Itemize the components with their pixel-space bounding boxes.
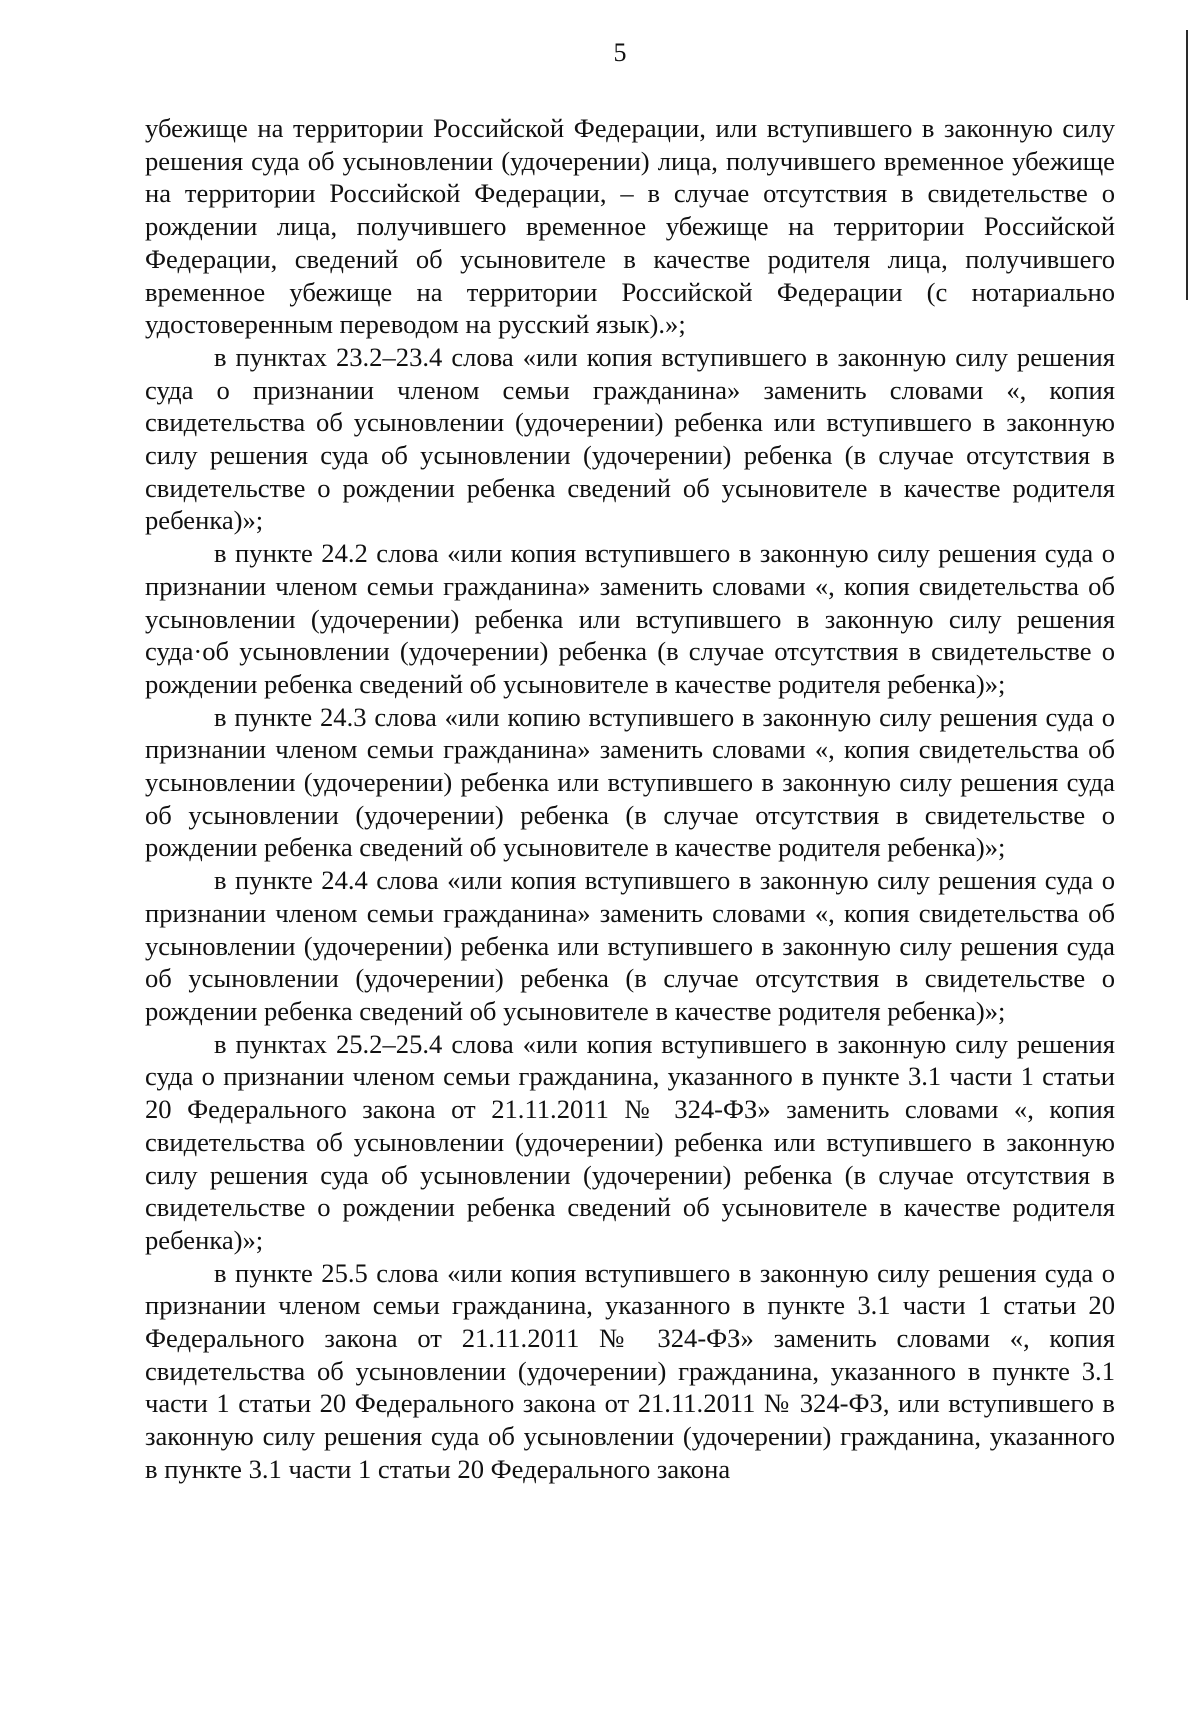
scan-edge-line (1186, 30, 1188, 300)
paragraph-item-24-4: в пункте 24.4 слова «или копия вступившего в законную силу решения суда о признании членом семьи гражданина» заменить словами «, копия свидетельства об усыновлении (удочерении) ребенка или вступившего в законную силу решения суда об усыновлении (удочерении) ребенка (в случае отсутствия в свидетельстве о рождении ребенка сведений об усыновителе в качестве родителя ребенка)»; (145, 865, 1115, 1026)
document-body (145, 112, 1115, 1486)
paragraph-items-25-2-25-4: в пунктах 25.2–25.4 слова «или копия вступившего в законную силу решения суда о признании членом семьи гражданина, указанного в пункте 3.1 части 1 статьи 20 Федерального закона от 21.11.2011 № 324-ФЗ» заменить словами «, копия свидетельства об усыновлении (удочерении) ребенка или вступившего в законную силу решения суда об усыновлении (удочерении) ребенка (в случае отсутствия в свидетельстве о рождении ребенка сведений об усыновителе в качестве родителя ребенка)»; (145, 1028, 1115, 1255)
page-number: 5 (613, 38, 627, 67)
paragraph-item-25-5: в пункте 25.5 слова «или копия вступившего в законную силу решения суда о признании членом семьи гражданина, указанного в пункте 3.1 части 1 статьи 20 Федерального закона от 21.11.2011 № 324-ФЗ» заменить словами «, копия свидетельства об усыновлении (удочерении) гражданина, указанного в пункте 3.1 части 1 статьи 20 Федерального закона от 21.11.2011 № 324-ФЗ, или вступившего в законную силу решения суда об усыновлении (удочерении) гражданина, указанного в пункте 3.1 части 1 статьи 20 Федерального закона (145, 1257, 1115, 1484)
paragraph-item-24-3: в пункте 24.3 слова «или копию вступившего в законную силу решения суда о признании членом семьи гражданина» заменить словами «, копия свидетельства об усыновлении (удочерении) ребенка или вступившего в законную силу решения суда об усыновлении (удочерении) ребенка (в случае отсутствия в свидетельстве о рождении ребенка сведений об усыновителе в качестве родителя ребенка)»; (145, 701, 1115, 863)
paragraph-item-24-2: в пункте 24.2 слова «или копия вступившего в законную силу решения суда о признании членом семьи гражданина» заменить словами «, копия свидетельства об усыновлении (удочерении) ребенка или вступившего в законную силу решения суда·об усыновлении (удочерении) ребенка (в случае отсутствия в свидетельстве о рождении ребенка сведений об усыновителе в качестве родителя ребенка)»; (145, 538, 1115, 699)
paragraph-continuation: убежище на территории Российской Федерации, или вступившего в законную силу решения суда об усыновлении (удочерении) лица, получившего временное убежище на территории Российской Федерации, – в случае отсутствия в свидетельстве о рождении лица, получившего временное убежище на территории Российской Федерации, сведений об усыновителе в качестве родителя лица, получившего временное убежище на территории Российской Федерации (с нотариально удостоверенным переводом на русский язык).»; (145, 113, 1115, 340)
paragraph-items-23-2-23-4: в пунктах 23.2–23.4 слова «или копия вступившего в законную силу решения суда о признании членом семьи гражданина» заменить словами «, копия свидетельства об усыновлении (удочерении) ребенка или вступившего в законную силу решения суда об усыновлении (удочерении) ребенка (в случае отсутствия в свидетельстве о рождении ребенка сведений об усыновителе в качестве родителя ребенка)»; (145, 341, 1115, 536)
